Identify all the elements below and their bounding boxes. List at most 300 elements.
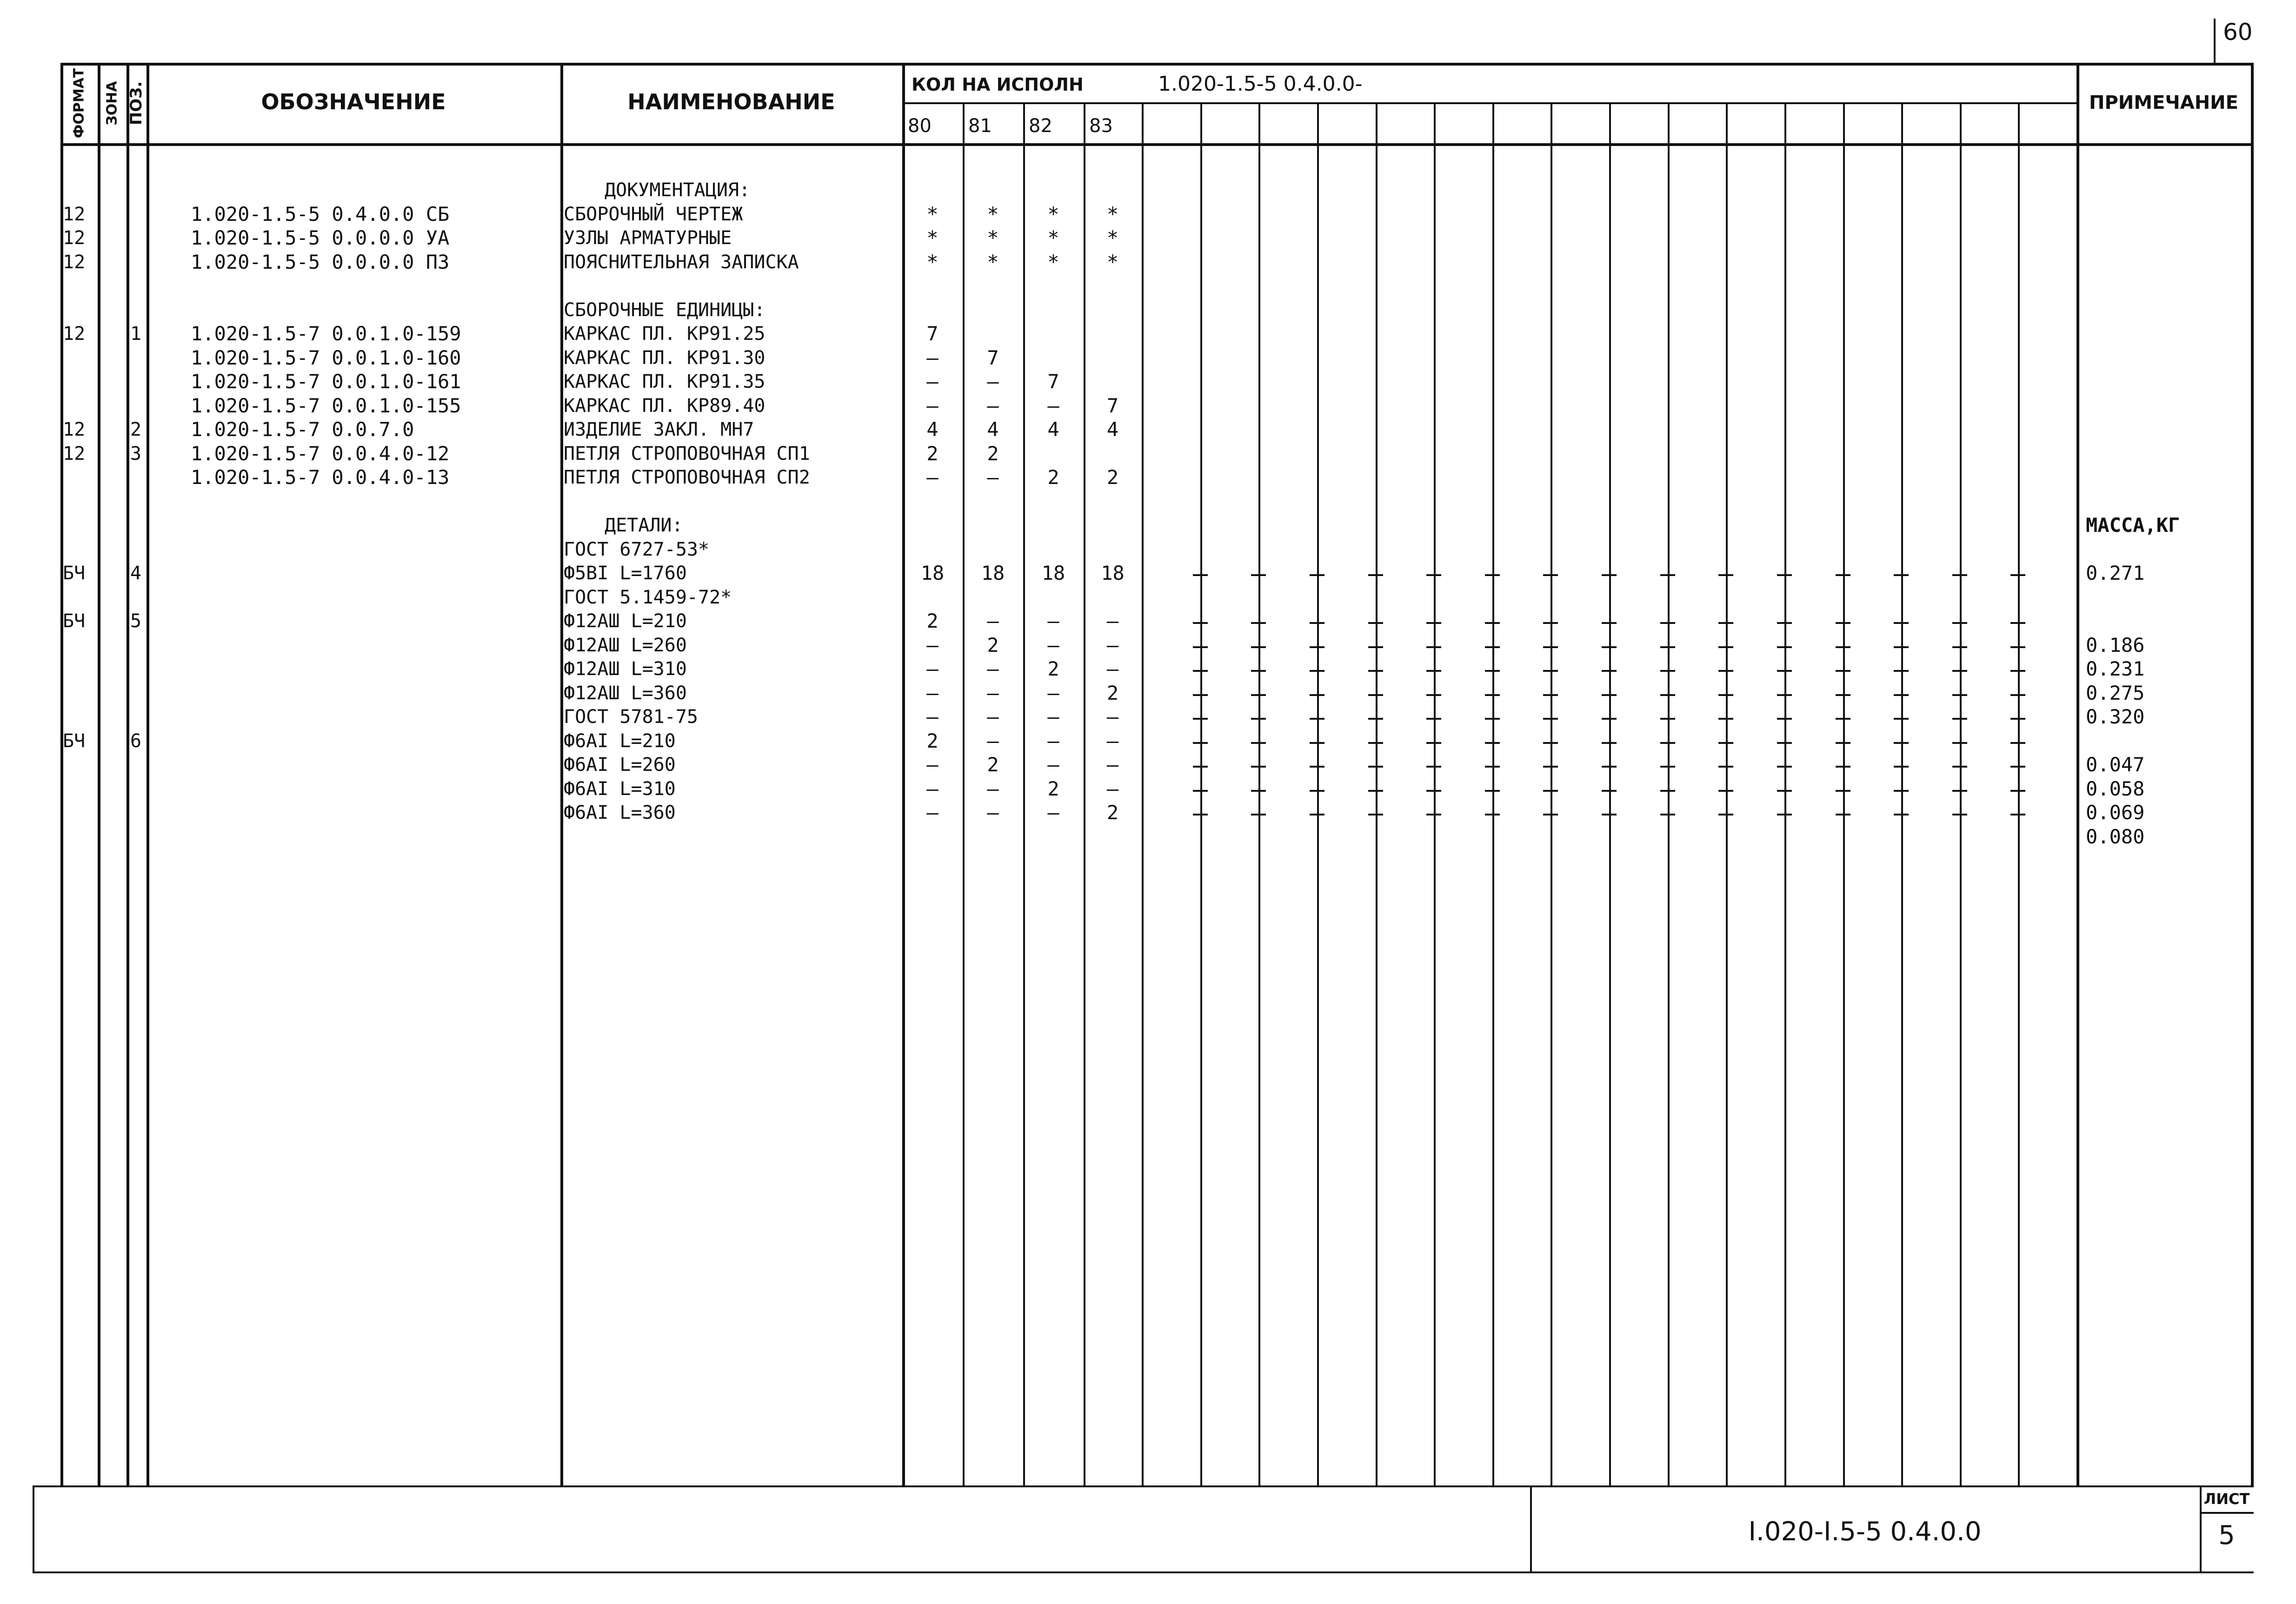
row-qty: – — [1106, 633, 1119, 656]
col-line-qty — [902, 63, 905, 1485]
empty-cell-dash — [1952, 622, 1967, 624]
variant-header: 83 — [1089, 115, 1113, 137]
row-qty: 18 — [1101, 562, 1125, 584]
row-qty: – — [1106, 729, 1119, 752]
empty-cell-dash — [1368, 742, 1383, 744]
row-qty: 2 — [1106, 801, 1119, 824]
header-note: ПРИМЕЧАНИЕ — [2089, 92, 2238, 113]
row-qty: – — [987, 370, 999, 393]
row-qty: – — [926, 466, 938, 489]
header-designation: ОБОЗНАЧЕНИЕ — [261, 89, 446, 114]
row-designation: 1.020-1.5-5 0.4.0.0 СБ — [191, 202, 450, 225]
empty-cell-dash — [1543, 742, 1558, 744]
row-designation: 1.020-1.5-7 0.0.1.0-160 — [191, 346, 461, 369]
row-qty: 2 — [926, 610, 938, 632]
empty-cell-dash — [1251, 718, 1266, 720]
row-format: 12 — [63, 203, 86, 225]
qty-col-line — [1200, 102, 1202, 1485]
empty-cell-dash — [2010, 670, 2025, 672]
empty-cell-dash — [1310, 814, 1324, 815]
row-qty: * — [1106, 250, 1119, 273]
empty-cell-dash — [1602, 814, 1617, 815]
empty-cell-dash — [1426, 670, 1441, 672]
empty-cell-dash — [1777, 622, 1792, 624]
row-position: 3 — [130, 443, 142, 464]
empty-cell-dash — [1193, 790, 1208, 792]
empty-cell-dash — [1952, 670, 1967, 672]
empty-cell-dash — [1894, 622, 1909, 624]
row-qty: 18 — [920, 562, 945, 584]
row-qty: 7 — [987, 346, 999, 369]
empty-cell-dash — [1894, 718, 1909, 720]
header-pos: ПОЗ. — [127, 81, 146, 126]
title-block-bottom-line — [33, 1571, 2254, 1573]
empty-cell-dash — [1485, 670, 1500, 672]
row-qty: 2 — [1047, 466, 1059, 489]
qty-col-line — [1023, 102, 1025, 1485]
empty-cell-dash — [1485, 574, 1500, 576]
header-format: ФОРМАТ — [71, 68, 87, 139]
empty-cell-dash — [1602, 574, 1617, 576]
row-qty: 2 — [926, 729, 938, 752]
empty-cell-dash — [1426, 574, 1441, 576]
empty-cell-dash — [1543, 718, 1558, 720]
row-qty: – — [926, 657, 938, 680]
row-designation: 1.020-1.5-7 0.0.4.0-12 — [191, 442, 450, 465]
empty-cell-dash — [1952, 574, 1967, 576]
empty-cell-dash — [1426, 814, 1441, 815]
row-format: 12 — [63, 251, 86, 273]
empty-cell-dash — [1718, 742, 1733, 744]
empty-cell-dash — [1368, 766, 1383, 768]
row-qty: * — [1047, 202, 1059, 225]
empty-cell-dash — [1251, 742, 1266, 744]
row-note: 0.231 — [2086, 657, 2145, 680]
row-qty: – — [926, 777, 938, 800]
frame-right-line — [2251, 63, 2254, 1485]
header-name: НАИМЕНОВАНИЕ — [627, 89, 835, 114]
row-name: УЗЛЫ АРМАТУРНЫЕ — [564, 227, 732, 249]
row-qty: * — [1047, 226, 1059, 249]
empty-cell-dash — [1777, 718, 1792, 720]
row-note: МАССА,КГ — [2086, 514, 2180, 537]
row-qty: * — [1106, 202, 1119, 225]
row-qty: – — [926, 370, 938, 393]
empty-cell-dash — [1251, 766, 1266, 768]
qty-col-line — [1668, 102, 1670, 1485]
empty-cell-dash — [1894, 814, 1909, 815]
empty-cell-dash — [1602, 718, 1617, 720]
row-name: Ф5ВI L=1760 — [564, 563, 687, 584]
empty-cell-dash — [1894, 646, 1909, 648]
row-position: 6 — [130, 730, 142, 752]
empty-cell-dash — [1836, 814, 1850, 815]
row-qty: – — [1047, 729, 1059, 752]
row-note: 0.058 — [2086, 777, 2145, 800]
row-qty: – — [1106, 777, 1119, 800]
empty-cell-dash — [2010, 718, 2025, 720]
empty-cell-dash — [1894, 790, 1909, 792]
page-number: 60 — [2223, 19, 2253, 46]
row-name: КАРКАС ПЛ. КР91.25 — [564, 323, 765, 345]
row-qty: – — [987, 729, 999, 752]
row-qty: 2 — [1047, 777, 1059, 800]
empty-cell-dash — [1894, 742, 1909, 744]
row-qty: – — [926, 705, 938, 728]
row-name: ПЕТЛЯ СТРОПОВОЧНАЯ СП2 — [564, 467, 810, 488]
row-qty: 4 — [987, 418, 999, 441]
empty-cell-dash — [1952, 766, 1967, 768]
row-designation: 1.020-1.5-7 0.0.1.0-155 — [191, 394, 461, 417]
empty-cell-dash — [1660, 766, 1675, 768]
empty-cell-dash — [1485, 718, 1500, 720]
row-designation: 1.020-1.5-7 0.0.4.0-13 — [191, 466, 450, 489]
empty-cell-dash — [1368, 646, 1383, 648]
row-qty: 2 — [1106, 466, 1119, 489]
empty-cell-dash — [1952, 790, 1967, 792]
empty-cell-dash — [1543, 646, 1558, 648]
qty-col-line — [1843, 102, 1845, 1485]
row-qty: – — [987, 777, 999, 800]
empty-cell-dash — [1543, 670, 1558, 672]
empty-cell-dash — [1543, 694, 1558, 696]
empty-cell-dash — [1777, 646, 1792, 648]
empty-cell-dash — [1426, 694, 1441, 696]
frame-left-line — [60, 63, 63, 1485]
row-note: 0.047 — [2086, 753, 2145, 776]
row-qty: – — [926, 394, 938, 417]
empty-cell-dash — [1368, 814, 1383, 815]
row-qty: 18 — [981, 562, 1005, 584]
page-number-mark — [2214, 19, 2216, 63]
row-qty: – — [987, 466, 999, 489]
row-qty: 2 — [1047, 657, 1059, 680]
empty-cell-dash — [1894, 670, 1909, 672]
empty-cell-dash — [1602, 694, 1617, 696]
row-name: КАРКАС ПЛ. КР91.35 — [564, 371, 765, 392]
row-name: Ф12АШ L=310 — [564, 658, 687, 680]
row-name: ДОКУМЕНТАЦИЯ: — [605, 179, 751, 201]
row-qty: – — [1047, 394, 1059, 417]
col-line-zone — [98, 63, 100, 1485]
empty-cell-dash — [1543, 814, 1558, 815]
empty-cell-dash — [1777, 790, 1792, 792]
row-qty: 2 — [1106, 681, 1119, 704]
row-qty: – — [1047, 753, 1059, 776]
empty-cell-dash — [1426, 622, 1441, 624]
empty-cell-dash — [1836, 622, 1850, 624]
row-qty: 4 — [1047, 418, 1059, 441]
empty-cell-dash — [1193, 694, 1208, 696]
row-position: 5 — [130, 610, 142, 632]
row-qty: – — [987, 681, 999, 704]
row-format: БЧ — [63, 610, 86, 632]
col-line-pos — [126, 63, 129, 1485]
empty-cell-dash — [1777, 694, 1792, 696]
empty-cell-dash — [1894, 574, 1909, 576]
row-format: БЧ — [63, 563, 86, 584]
title-block-left-line — [33, 1485, 34, 1571]
col-line-note — [2076, 63, 2079, 1485]
empty-cell-dash — [1485, 790, 1500, 792]
empty-cell-dash — [1952, 718, 1967, 720]
row-designation: 1.020-1.5-7 0.0.1.0-159 — [191, 322, 461, 345]
empty-cell-dash — [1310, 790, 1324, 792]
empty-cell-dash — [1836, 574, 1850, 576]
row-qty: 2 — [987, 633, 999, 656]
row-qty: – — [987, 610, 999, 632]
empty-cell-dash — [1836, 742, 1850, 744]
empty-cell-dash — [1660, 622, 1675, 624]
row-name: Ф6АI L=210 — [564, 730, 676, 752]
qty-col-line — [1551, 102, 1552, 1485]
empty-cell-dash — [1660, 670, 1675, 672]
row-qty: 7 — [1106, 394, 1119, 417]
row-name: КАРКАС ПЛ. КР89.40 — [564, 395, 765, 417]
empty-cell-dash — [1952, 814, 1967, 815]
empty-cell-dash — [1660, 574, 1675, 576]
row-qty: 2 — [987, 442, 999, 465]
row-format: 12 — [63, 323, 86, 345]
qty-col-line — [1084, 102, 1085, 1485]
empty-cell-dash — [1718, 646, 1733, 648]
empty-cell-dash — [1718, 718, 1733, 720]
empty-cell-dash — [1193, 670, 1208, 672]
row-format: 12 — [63, 419, 86, 440]
empty-cell-dash — [1836, 718, 1850, 720]
empty-cell-dash — [1660, 814, 1675, 815]
empty-cell-dash — [1368, 574, 1383, 576]
empty-cell-dash — [1426, 718, 1441, 720]
row-note: 0.320 — [2086, 705, 2145, 728]
empty-cell-dash — [1485, 766, 1500, 768]
qty-col-line — [1317, 102, 1319, 1485]
row-note: 0.080 — [2086, 825, 2145, 848]
title-block-document-code: I.020-I.5-5 0.4.0.0 — [1748, 1517, 1982, 1547]
empty-cell-dash — [2010, 574, 2025, 576]
empty-cell-dash — [1660, 790, 1675, 792]
empty-cell-dash — [1251, 670, 1266, 672]
empty-cell-dash — [1836, 790, 1850, 792]
row-qty: – — [1047, 610, 1059, 632]
empty-cell-dash — [1660, 646, 1675, 648]
row-position: 4 — [130, 563, 142, 584]
row-name: ИЗДЕЛИЕ ЗАКЛ. МН7 — [564, 419, 754, 440]
row-qty: 18 — [1041, 562, 1065, 584]
empty-cell-dash — [2010, 790, 2025, 792]
empty-cell-dash — [1426, 766, 1441, 768]
empty-cell-dash — [1602, 646, 1617, 648]
row-qty: 2 — [926, 442, 938, 465]
empty-cell-dash — [1952, 646, 1967, 648]
empty-cell-dash — [1543, 766, 1558, 768]
empty-cell-dash — [1368, 670, 1383, 672]
row-note: 0.275 — [2086, 681, 2145, 704]
empty-cell-dash — [1836, 670, 1850, 672]
empty-cell-dash — [1660, 718, 1675, 720]
row-name: СБОРОЧНЫЙ ЧЕРТЕЖ — [564, 203, 743, 225]
row-qty: – — [987, 705, 999, 728]
header-zone: ЗОНА — [104, 81, 120, 126]
empty-cell-dash — [1602, 622, 1617, 624]
row-qty: – — [926, 753, 938, 776]
qty-col-line — [963, 102, 965, 1485]
empty-cell-dash — [1485, 742, 1500, 744]
row-qty: * — [926, 202, 938, 225]
row-qty: * — [926, 226, 938, 249]
row-name: Ф12АШ L=360 — [564, 682, 687, 704]
empty-cell-dash — [1660, 742, 1675, 744]
qty-col-line — [1142, 102, 1144, 1485]
empty-cell-dash — [1251, 694, 1266, 696]
row-qty: – — [1047, 705, 1059, 728]
title-block-sheet-label: ЛИСТ — [2203, 1490, 2250, 1508]
row-qty: – — [1106, 610, 1119, 632]
qty-col-line — [1901, 102, 1903, 1485]
empty-cell-dash — [2010, 742, 2025, 744]
empty-cell-dash — [1485, 814, 1500, 815]
row-name: ПЕТЛЯ СТРОПОВОЧНАЯ СП1 — [564, 443, 810, 464]
row-format: 12 — [63, 443, 86, 464]
empty-cell-dash — [1368, 790, 1383, 792]
empty-cell-dash — [1718, 574, 1733, 576]
row-name: ДЕТАЛИ: — [605, 515, 683, 536]
empty-cell-dash — [1836, 766, 1850, 768]
empty-cell-dash — [2010, 694, 2025, 696]
row-format: 12 — [63, 227, 86, 249]
row-qty: – — [1047, 681, 1059, 704]
empty-cell-dash — [1777, 766, 1792, 768]
row-qty: 4 — [1106, 418, 1119, 441]
empty-cell-dash — [1426, 790, 1441, 792]
row-note: 0.069 — [2086, 801, 2145, 824]
row-qty: – — [987, 801, 999, 824]
empty-cell-dash — [1836, 646, 1850, 648]
row-note: 0.271 — [2086, 562, 2145, 584]
empty-cell-dash — [1836, 694, 1850, 696]
empty-cell-dash — [1718, 694, 1733, 696]
qty-col-line — [1726, 102, 1728, 1485]
row-qty: * — [987, 226, 999, 249]
col-line-name — [560, 63, 563, 1485]
row-designation: 1.020-1.5-5 0.0.0.0 ПЗ — [191, 250, 450, 273]
row-name: ГОСТ 5781-75 — [564, 706, 698, 728]
row-qty: – — [1106, 753, 1119, 776]
row-designation: 1.020-1.5-7 0.0.7.0 — [191, 418, 414, 441]
row-qty: – — [1106, 705, 1119, 728]
empty-cell-dash — [1310, 742, 1324, 744]
empty-cell-dash — [1485, 622, 1500, 624]
empty-cell-dash — [1543, 790, 1558, 792]
row-qty: * — [1106, 226, 1119, 249]
empty-cell-dash — [1193, 622, 1208, 624]
row-qty: – — [987, 394, 999, 417]
qty-col-line — [1784, 102, 1786, 1485]
header-qty: КОЛ НА ИСПОЛН — [912, 74, 1084, 95]
qty-col-line — [1609, 102, 1611, 1485]
qty-col-line — [1434, 102, 1436, 1485]
empty-cell-dash — [1485, 694, 1500, 696]
row-qty: – — [926, 681, 938, 704]
empty-cell-dash — [1251, 646, 1266, 648]
qty-col-line — [1258, 102, 1260, 1485]
title-block-sheet-divider — [2200, 1512, 2254, 1514]
row-name: ГОСТ 5.1459-72* — [564, 586, 732, 608]
title-block-sheet-number: 5 — [2218, 1520, 2235, 1551]
empty-cell-dash — [2010, 814, 2025, 815]
row-name: Ф12АШ L=260 — [564, 634, 687, 656]
empty-cell-dash — [1777, 670, 1792, 672]
empty-cell-dash — [1426, 742, 1441, 744]
empty-cell-dash — [1310, 646, 1324, 648]
qty-col-line — [1376, 102, 1378, 1485]
variant-header: 81 — [968, 115, 992, 137]
empty-cell-dash — [1310, 766, 1324, 768]
row-name: Ф12АШ L=210 — [564, 610, 687, 632]
row-qty: * — [987, 250, 999, 273]
empty-cell-dash — [1777, 814, 1792, 815]
row-designation: 1.020-1.5-5 0.0.0.0 УА — [191, 226, 450, 249]
empty-cell-dash — [1368, 694, 1383, 696]
row-qty: 4 — [926, 418, 938, 441]
empty-cell-dash — [1952, 694, 1967, 696]
empty-cell-dash — [1777, 742, 1792, 744]
row-note: 0.186 — [2086, 633, 2145, 656]
empty-cell-dash — [2010, 766, 2025, 768]
empty-cell-dash — [1426, 646, 1441, 648]
header-doc-prefix: 1.020-1.5-5 0.4.0.0- — [1158, 72, 1363, 96]
row-qty: 7 — [1047, 370, 1059, 393]
row-qty: – — [987, 657, 999, 680]
row-name: ПОЯСНИТЕЛЬНАЯ ЗАПИСКА — [564, 251, 799, 273]
row-qty: – — [926, 633, 938, 656]
empty-cell-dash — [1368, 622, 1383, 624]
row-qty: * — [1047, 250, 1059, 273]
row-qty: – — [1047, 801, 1059, 824]
empty-cell-dash — [1485, 646, 1500, 648]
empty-cell-dash — [1251, 814, 1266, 815]
qty-col-line — [2018, 102, 2020, 1485]
empty-cell-dash — [1543, 622, 1558, 624]
row-qty: – — [1106, 657, 1119, 680]
empty-cell-dash — [1251, 790, 1266, 792]
empty-cell-dash — [1193, 742, 1208, 744]
row-name: Ф6АI L=310 — [564, 778, 676, 800]
empty-cell-dash — [1894, 766, 1909, 768]
empty-cell-dash — [1602, 742, 1617, 744]
qty-col-line — [1492, 102, 1494, 1485]
row-qty: * — [987, 202, 999, 225]
empty-cell-dash — [1193, 646, 1208, 648]
variant-header: 82 — [1029, 115, 1052, 137]
qty-col-line — [1960, 102, 1962, 1485]
empty-cell-dash — [1193, 574, 1208, 576]
row-name: Ф6АI L=360 — [564, 802, 676, 823]
empty-cell-dash — [1777, 574, 1792, 576]
empty-cell-dash — [1718, 790, 1733, 792]
empty-cell-dash — [1310, 694, 1324, 696]
row-position: 1 — [130, 323, 142, 345]
empty-cell-dash — [2010, 622, 2025, 624]
empty-cell-dash — [1251, 574, 1266, 576]
row-qty: 7 — [926, 322, 938, 345]
empty-cell-dash — [1543, 574, 1558, 576]
row-format: БЧ — [63, 730, 86, 752]
variant-header: 80 — [908, 115, 932, 137]
empty-cell-dash — [1718, 766, 1733, 768]
empty-cell-dash — [1193, 718, 1208, 720]
empty-cell-dash — [1310, 670, 1324, 672]
